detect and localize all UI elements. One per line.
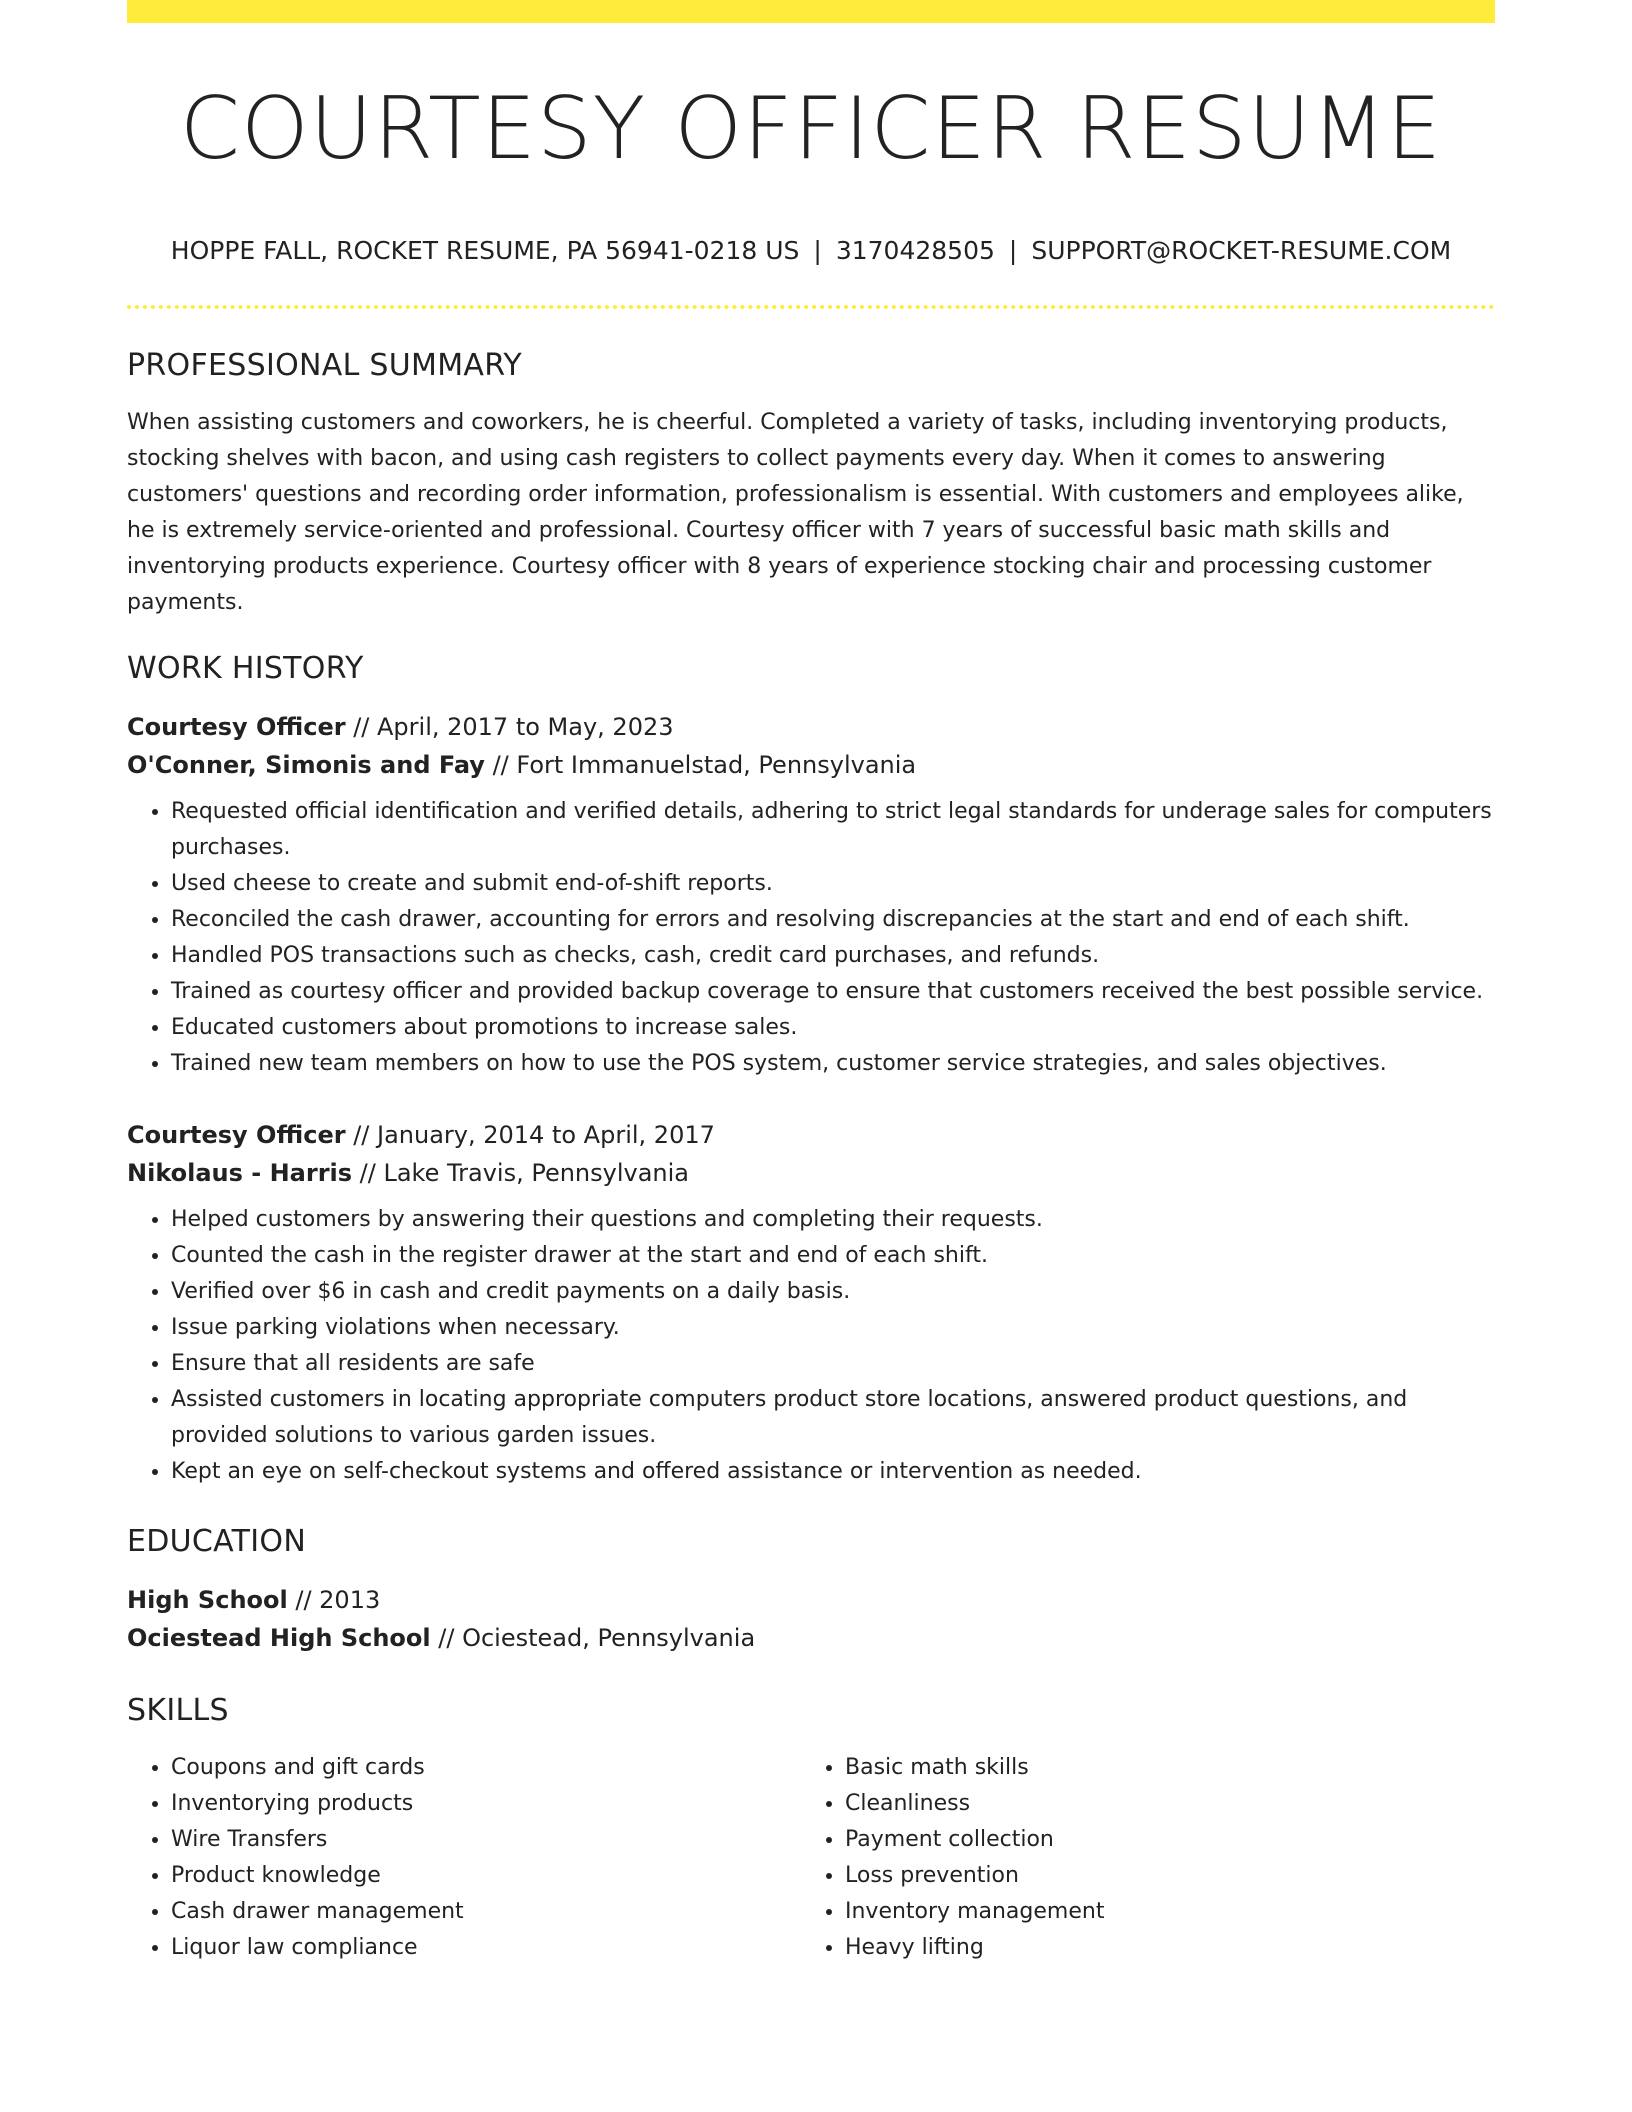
resume-content — [127, 348, 1495, 1966]
job-bullet: • Assisted customers in locating appropriate computers product store locations, answered product questions, and provided solutions to various garden issues. — [171, 1382, 1495, 1454]
job-bullet: • Requested official identification and verified details, adhering to strict legal standards for underage sales for computers purchases. — [171, 794, 1495, 866]
skill-item: • Liquor law compliance — [171, 1930, 801, 1966]
job-bullet: • Issue parking violations when necessary. — [171, 1310, 1495, 1346]
contact-line — [127, 236, 1495, 265]
education-school-line — [127, 1619, 1495, 1657]
contact-address: HOPPE FALL, ROCKET RESUME, PA 56941-0218 US — [170, 236, 800, 265]
job-company-line — [127, 746, 1495, 784]
skill-item: • Heavy lifting — [845, 1930, 1475, 1966]
education-degree-line — [127, 1581, 1495, 1619]
job-title: Courtesy Officer — [127, 1121, 346, 1149]
job-entry — [127, 708, 1495, 1082]
skill-item: • Basic math skills — [845, 1750, 1475, 1786]
skills-heading: SKILLS — [127, 1693, 229, 1728]
job-entry — [127, 1116, 1495, 1490]
summary-heading: PROFESSIONAL SUMMARY — [127, 348, 523, 383]
education-school: Ociestead High School — [127, 1624, 431, 1652]
skill-item: • Wire Transfers — [171, 1822, 801, 1858]
job-bullet: • Helped customers by answering their questions and completing their requests. — [171, 1202, 1495, 1238]
skill-item: • Coupons and gift cards — [171, 1750, 801, 1786]
accent-top-bar — [127, 0, 1495, 23]
skills-columns — [127, 1750, 1495, 1966]
skills-list-left — [127, 1750, 801, 1966]
skill-item: • Payment collection — [845, 1822, 1475, 1858]
contact-email: SUPPORT@ROCKET-RESUME.COM — [1031, 236, 1452, 265]
dotted-divider — [127, 305, 1495, 309]
education-heading: EDUCATION — [127, 1524, 307, 1559]
job-bullet: • Trained new team members on how to use the POS system, customer service strategies, and sales objectives. — [171, 1046, 1495, 1082]
skill-item: • Cash drawer management — [171, 1894, 801, 1930]
skills-list-right — [801, 1750, 1475, 1966]
summary-text: When assisting customers and coworkers, he is cheerful. Completed a variety of tasks, including inventorying products, stocking shelves with bacon, and using cash registers to collect payments every day. When it comes to answering customers' questions and recording order information, professionalism is essential. With customers and employees alike, he is extremely service-oriented and professional. Courtesy officer with 7 years of successful basic math skills and inventorying products experience. Courtesy officer with 8 years of experience stocking chair and processing customer payments. — [127, 410, 1464, 615]
job-title-line — [127, 708, 1495, 746]
job-title: Courtesy Officer — [127, 713, 346, 741]
job-company: O'Conner, Simonis and Fay — [127, 751, 485, 779]
job-bullet-list — [127, 794, 1495, 1082]
education-degree: High School — [127, 1586, 288, 1614]
contact-separator: | — [813, 236, 822, 265]
job-title-line — [127, 1116, 1495, 1154]
job-bullet: • Reconciled the cash drawer, accounting for errors and resolving discrepancies at the start and end of each shift. — [171, 902, 1495, 938]
skill-item: • Product knowledge — [171, 1858, 801, 1894]
job-location: // Fort Immanuelstad, Pennsylvania — [484, 751, 917, 779]
contact-phone: 3170428505 — [835, 236, 995, 265]
job-dates: // April, 2017 to May, 2023 — [345, 713, 674, 741]
job-bullet: • Verified over $6 in cash and credit payments on a daily basis. — [171, 1274, 1495, 1310]
job-bullet: • Used cheese to create and submit end-of-shift reports. — [171, 866, 1495, 902]
skill-item: • Loss prevention — [845, 1858, 1475, 1894]
skill-item: • Inventorying products — [171, 1786, 801, 1822]
resume-title: COURTESY OFFICER RESUME — [179, 79, 1443, 179]
job-bullet: • Trained as courtesy officer and provided backup coverage to ensure that customers received the best possible service. — [171, 974, 1495, 1010]
job-bullet: • Handled POS transactions such as checks, cash, credit card purchases, and refunds. — [171, 938, 1495, 974]
skill-item: • Inventory management — [845, 1894, 1475, 1930]
job-bullet: • Educated customers about promotions to increase sales. — [171, 1010, 1495, 1046]
job-bullet: • Ensure that all residents are safe — [171, 1346, 1495, 1382]
education-location: // Ociestead, Pennsylvania — [430, 1624, 756, 1652]
job-bullet: • Counted the cash in the register drawer at the start and end of each shift. — [171, 1238, 1495, 1274]
job-location: // Lake Travis, Pennsylvania — [352, 1159, 690, 1187]
job-dates: // January, 2014 to April, 2017 — [345, 1121, 715, 1149]
education-year: // 2013 — [287, 1586, 381, 1614]
education-entry — [127, 1581, 1495, 1657]
contact-separator: | — [1008, 236, 1018, 265]
job-bullet-list — [127, 1202, 1495, 1490]
work-history-heading: WORK HISTORY — [127, 651, 364, 686]
skill-item: • Cleanliness — [845, 1786, 1475, 1822]
job-company-line — [127, 1154, 1495, 1192]
job-bullet: • Kept an eye on self-checkout systems and offered assistance or intervention as needed. — [171, 1454, 1495, 1490]
job-company: Nikolaus - Harris — [127, 1159, 353, 1187]
